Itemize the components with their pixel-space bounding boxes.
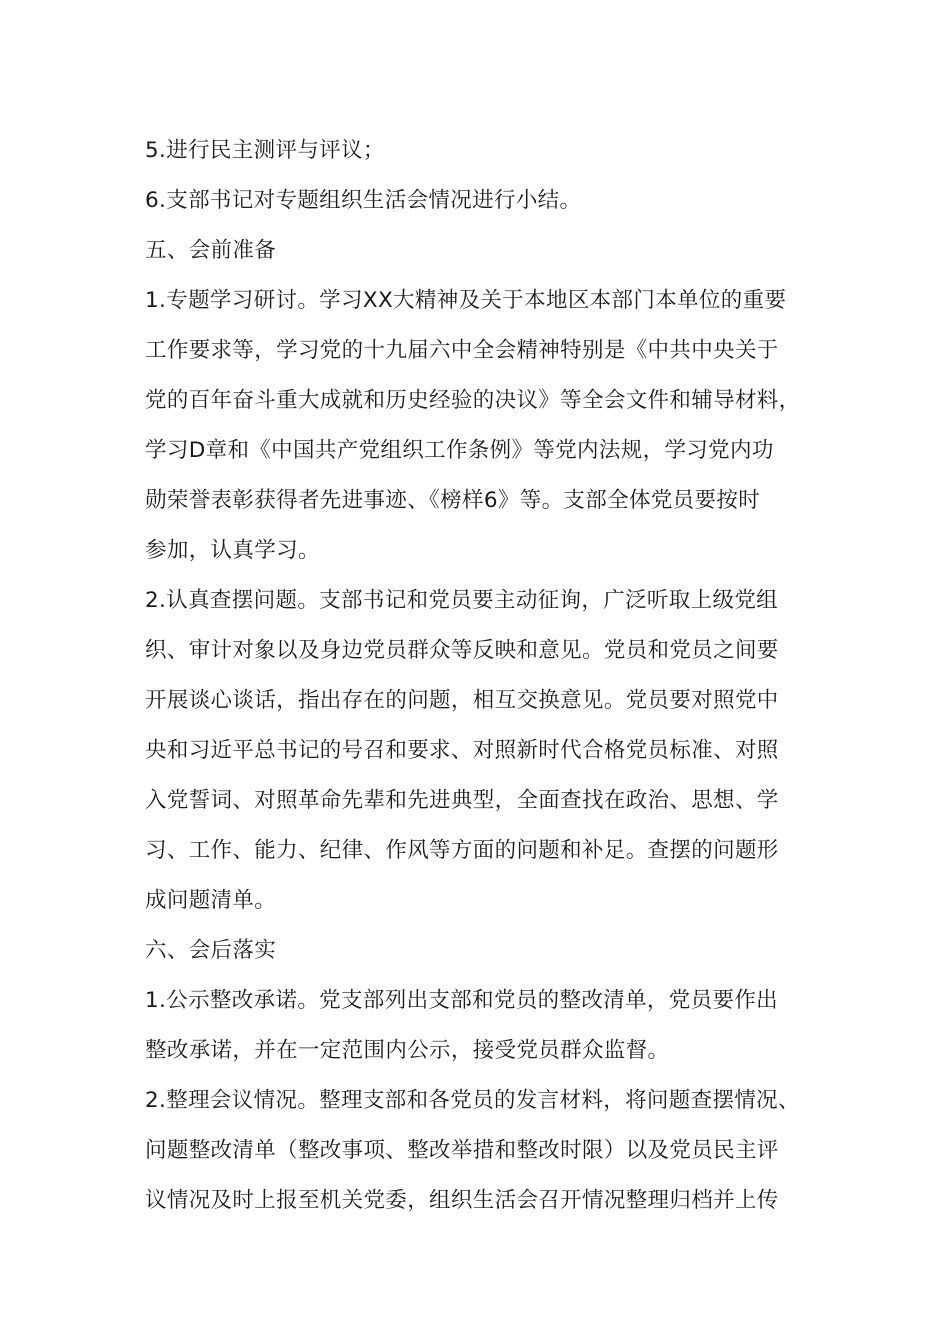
paragraph-organize-line-2: 问题整改清单（整改事项、整改举措和整改时限）以及党员民主评 xyxy=(145,1138,779,1163)
item-6-branch-secretary-summary: 6.支部书记对专题组织生活会情况进行小结。 xyxy=(145,188,582,213)
paragraph-publicize-line-1: 1.公示整改承诺。党支部列出支部和党员的整改清单，党员要作出 xyxy=(145,988,779,1013)
paragraph-publicize-line-2: 整改承诺，并在一定范围内公示，接受党员群众监督。 xyxy=(145,1038,670,1063)
paragraph-problems-line-5: 入党誓词、对照革命先辈和先进典型，全面查找在政治、思想、学 xyxy=(145,788,779,813)
paragraph-problems-line-1: 2.认真查摆问题。支部书记和党员要主动征询，广泛听取上级党组 xyxy=(145,588,779,613)
item-5-democratic-evaluation: 5.进行民主测评与评议； xyxy=(145,138,385,163)
paragraph-study-line-4: 学习D章和《中国共产党组织工作条例》等党内法规，学习党内功 xyxy=(145,438,774,463)
paragraph-problems-line-2: 织、审计对象以及身边党员群众等反映和意见。党员和党员之间要 xyxy=(145,638,779,663)
paragraph-study-line-3: 党的百年奋斗重大成就和历史经验的决议》等全会文件和辅导材料， xyxy=(145,388,801,413)
paragraph-study-line-2: 工作要求等，学习党的十九届六中全会精神特别是《中共中央关于 xyxy=(145,338,779,363)
paragraph-study-line-1: 1.专题学习研讨。学习XX大精神及关于本地区本部门本单位的重要 xyxy=(145,288,787,313)
paragraph-problems-line-4: 央和习近平总书记的号召和要求、对照新时代合格党员标准、对照 xyxy=(145,738,779,763)
section-heading-post-meeting: 六、会后落实 xyxy=(145,938,277,963)
paragraph-study-line-6: 参加，认真学习。 xyxy=(145,538,320,563)
paragraph-problems-line-7: 成问题清单。 xyxy=(145,888,277,913)
paragraph-problems-line-6: 习、工作、能力、纪律、作风等方面的问题和补足。查摆的问题形 xyxy=(145,838,779,863)
paragraph-organize-line-1: 2.整理会议情况。整理支部和各党员的发言材料，将问题查摆情况、 xyxy=(145,1088,800,1113)
paragraph-study-line-5: 勋荣誉表彰获得者先进事迹、《榜样6》等。支部全体党员要按时 xyxy=(145,488,761,513)
section-heading-pre-meeting: 五、会前准备 xyxy=(145,238,277,263)
paragraph-problems-line-3: 开展谈心谈话，指出存在的问题，相互交换意见。党员要对照党中 xyxy=(145,688,779,713)
paragraph-organize-line-3: 议情况及时上报至机关党委，组织生活会召开情况整理归档并上传 xyxy=(145,1188,779,1213)
